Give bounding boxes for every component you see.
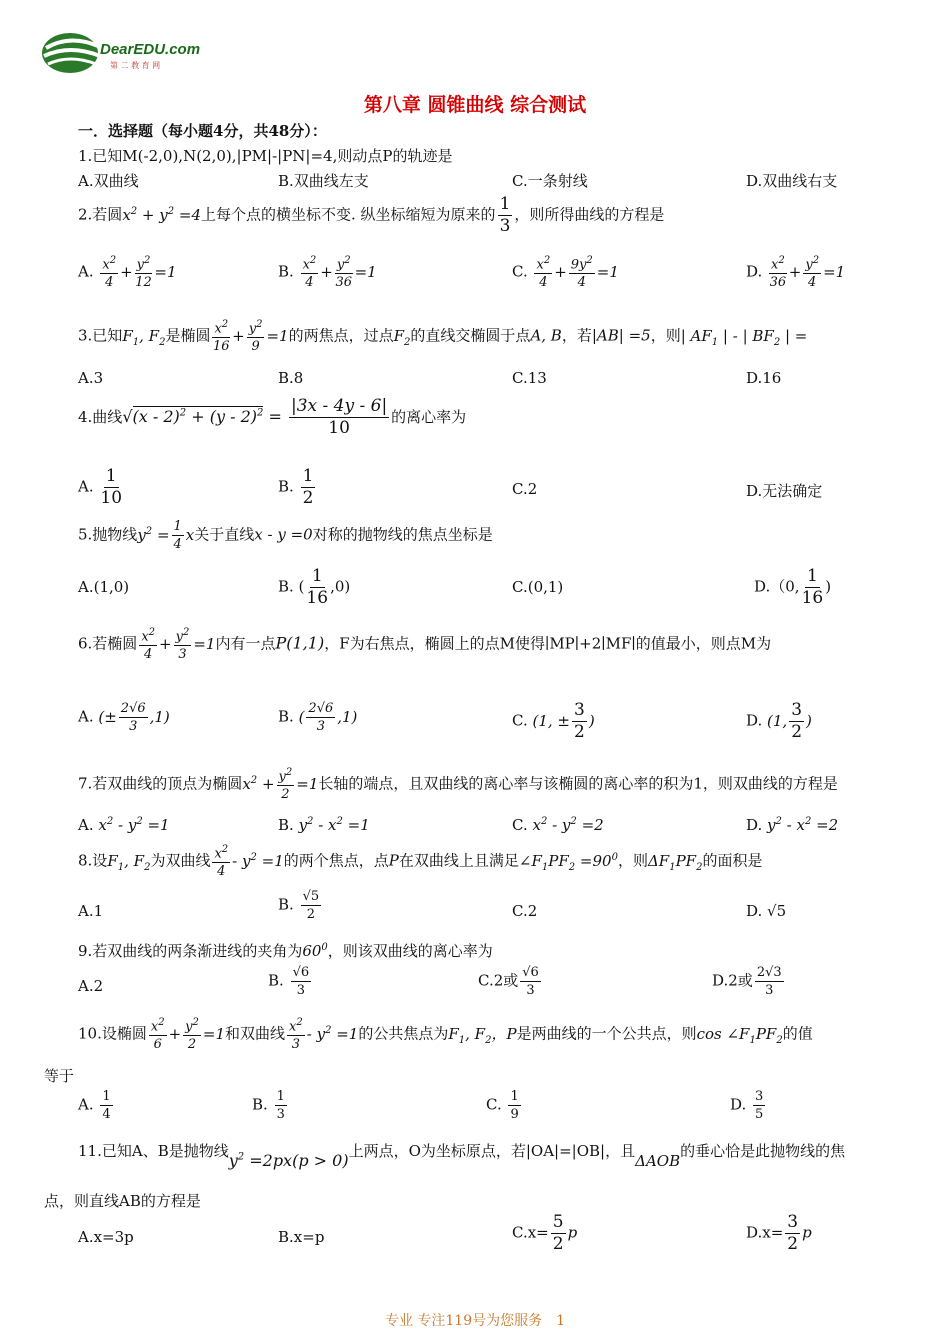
q6-option-a: A. (± $\frac{2√6}{3}$ ,1) xyxy=(78,701,170,734)
q1-option-c: C.一条射线 xyxy=(512,172,588,190)
page-title: 第八章 圆锥曲线 综合测试 xyxy=(363,94,587,116)
q5-option-c: C.(0,1) xyxy=(512,578,564,596)
q5-option-a: A.(1,0) xyxy=(78,578,130,596)
q3-option-a: A.3 xyxy=(78,369,104,387)
q10-stem-line2: 等于 xyxy=(44,1067,75,1085)
q8-option-a: A.1 xyxy=(78,902,104,920)
q3-option-b: B.8 xyxy=(278,369,304,387)
q6-option-b: B. ( $\frac{2√6}{3}$ ,1) xyxy=(278,701,358,734)
q3-option-d: D.16 xyxy=(746,369,782,387)
q4-stem: 4.曲线√(x - 2)$^2$ + (y - 2)$^2$ = $\frac{|3x - 4y - 6|}{10}$ 的离心率为 xyxy=(78,396,467,438)
q2-option-b: B. $\frac{x^2}{4}$ + $\frac{y^2}{36}$ =1 xyxy=(278,255,377,291)
q9-stem: 9.若双曲线的两条渐进线的夹角为$60^0$，则该双曲线的离心率为 xyxy=(78,942,493,960)
q7-option-c: C. $x^2 - y^2 =2$ xyxy=(512,816,604,834)
q11-option-d: D.x= $\frac{3}{2}$ p xyxy=(746,1212,812,1254)
q3-stem: 3.已知$F_1$, $F_2$是椭圆 $\frac{x^2}{16}$ + $\frac{y^2}{9}$ =1的两焦点，过点$F_2$的直线交椭圆于点A, B，若|AB| =5，则| $AF_1$ | - | $BF_2$ | = xyxy=(78,319,808,355)
q10-option-b: B. $\frac{1}{3}$ xyxy=(252,1089,285,1122)
q7-stem: 7.若双曲线的顶点为椭圆$x^2$ + $\frac{y^2}{2}$ =1长轴的端点，且双曲线的离心率与该椭圆的离心率的积为1，则双曲线的方程是 xyxy=(78,767,838,803)
q1-option-b: B.双曲线左支 xyxy=(278,172,369,190)
page-footer: 专业 专注119号为您服务 1 xyxy=(384,1313,566,1329)
q5-option-d: D.（0, $\frac{1}{16}$ ) xyxy=(754,566,832,608)
q5-stem: 5.抛物线$y^2$ = $\frac{1}{4}$ x关于直线x - y =0对称的抛物线的焦点坐标是 xyxy=(78,519,493,552)
q7-option-d: D. $y^2 - x^2 =2$ xyxy=(746,816,839,834)
q3-option-c: C.13 xyxy=(512,369,547,387)
section-heading: 一．选择题（每小题4分，共48分）： xyxy=(78,122,327,140)
q2-option-a: A. $\frac{x^2}{4}$ + $\frac{y^2}{12}$ =1 xyxy=(78,255,177,291)
q9-option-b: B. $\frac{√6}{3}$ xyxy=(268,965,310,998)
q10-option-a: A. $\frac{1}{4}$ xyxy=(78,1089,111,1122)
q4-option-a: A. $\frac{1}{10}$ xyxy=(78,466,123,508)
q1-option-a: A.双曲线 xyxy=(78,172,139,190)
q4-option-b: B. $\frac{1}{2}$ xyxy=(278,466,314,508)
q5-option-b: B. ( $\frac{1}{16}$ ,0) xyxy=(278,566,351,608)
q6-stem: 6.若椭圆 $\frac{x^2}{4}$ + $\frac{y^2}{3}$ =1内有一点P(1,1)，F为右焦点，椭圆上的点M使得∣MP∣+2∣MF∣的值最小，则点M为 xyxy=(78,627,772,663)
q2-option-d: D. $\frac{x^2}{36}$ + $\frac{y^2}{4}$ =1 xyxy=(746,255,846,291)
q9-option-d: D.2或 $\frac{2√3}{3}$ xyxy=(712,965,782,998)
dearedu-logo xyxy=(40,24,210,82)
q7-option-a: A. $x^2 - y^2 =1$ xyxy=(78,816,170,834)
q11-option-b: B.x=p xyxy=(278,1228,325,1246)
q8-option-b: B. $\frac{√5}{2}$ xyxy=(278,889,320,922)
q10-option-d: D. $\frac{3}{5}$ xyxy=(730,1089,764,1122)
q1-stem: 1.已知M(-2,0),N(2,0),|PM|-|PN|=4,则动点P的轨迹是 xyxy=(78,147,453,165)
q9-option-c: C.2或 $\frac{√6}{3}$ xyxy=(478,965,539,998)
q9-option-a: A.2 xyxy=(78,977,104,995)
q8-stem: 8.设$F_1$, $F_2$为双曲线 $\frac{x^2}{4}$ - $y^2 =1$的两个焦点，点P在双曲线上且满足$\angle F_1PF_2 =90^0$，则$\Delta F_1PF_2$的面积是 xyxy=(78,844,763,880)
q4-option-d: D.无法确定 xyxy=(746,482,823,500)
logo-sub: 第 二 教 育 网 xyxy=(110,61,161,70)
q11-option-a: A.x=3p xyxy=(78,1228,134,1246)
q7-option-b: B. $y^2 - x^2 =1$ xyxy=(278,816,370,834)
q1-option-d: D.双曲线右支 xyxy=(746,172,838,190)
q6-option-c: C. (1, ± $\frac{3}{2}$ ) xyxy=(512,700,595,742)
q2-stem: 2.若圆$x^2 + y^2 =4$上每个点的横坐标不变. 纵坐标缩短为原来的 $\frac{1}{3}$ ，则所得曲线的方程是 xyxy=(78,194,665,236)
q6-option-d: D. (1, $\frac{3}{2}$ ) xyxy=(746,700,812,742)
q4-option-c: C.2 xyxy=(512,480,538,498)
q11-stem: 11.已知A、B是抛物线$y^2 =2px(p > 0)$上两点，O为坐标原点，若|OA|=|OB|，且ΔAOB的垂心恰是此抛物线的焦 xyxy=(78,1142,846,1170)
q11-option-c: C.x= $\frac{5}{2}$ p xyxy=(512,1212,578,1254)
q2-option-c: C. $\frac{x^2}{4}$ + $\frac{9y^2}{4}$ =1 xyxy=(512,255,619,291)
q8-option-c: C.2 xyxy=(512,902,538,920)
q10-stem: 10.设椭圆 $\frac{x^2}{6}$ + $\frac{y^2}{2}$ =1和双曲线 $\frac{x^2}{3}$ - $y^2 =1$的公共焦点为$F_1$, $F_2$，P是两曲线的一个公共点，则$\cos \angle F_1PF_2$的值 xyxy=(78,1017,813,1053)
q8-option-d: D. √5 xyxy=(746,902,787,920)
logo-brand: DearEDU.com xyxy=(100,41,201,58)
q10-option-c: C. $\frac{1}{9}$ xyxy=(486,1089,519,1122)
q11-stem-line2: 点，则直线AB的方程是 xyxy=(44,1192,201,1210)
